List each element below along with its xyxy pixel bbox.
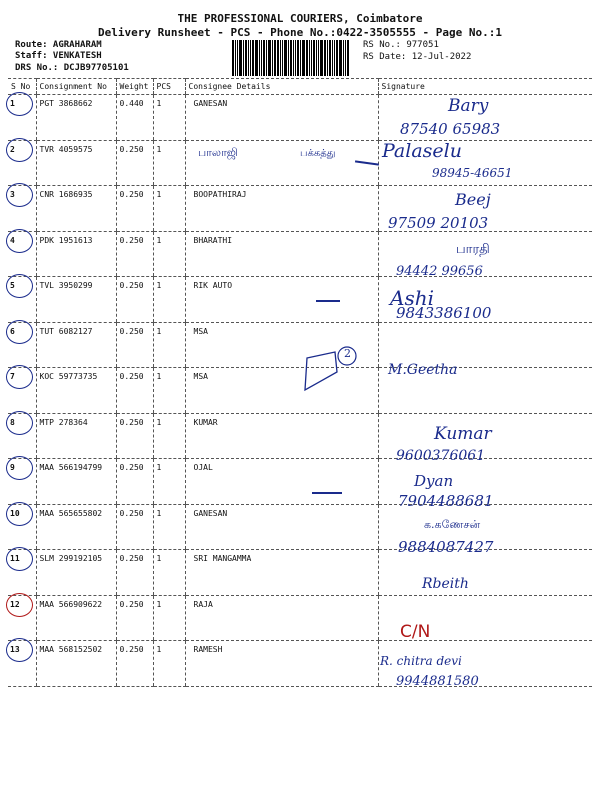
col-sno-header: S No <box>8 79 36 95</box>
signature-row-3: Beej <box>455 190 491 209</box>
signature-row-11: Rbeith <box>422 576 469 592</box>
pcs: 1 <box>153 641 185 687</box>
sno-cell <box>8 459 36 505</box>
sno-value: 3 <box>10 190 15 199</box>
sno-value: 8 <box>10 417 15 427</box>
weight: 0.250 <box>116 140 153 186</box>
consignment-no: KOC 59773735 <box>36 368 116 414</box>
consignee-details: RIK AUTO <box>185 277 378 323</box>
signature-row-5: Ashi <box>390 286 434 310</box>
sno-value: 6 <box>10 326 15 336</box>
dash-row-5 <box>316 300 340 302</box>
consignee-details: BOOPATHIRAJ <box>185 186 378 232</box>
dash-row-9 <box>312 492 342 494</box>
signature-row-2: Palaselu <box>382 140 462 162</box>
pcs: 1 <box>153 368 185 414</box>
weight: 0.250 <box>116 459 153 505</box>
sno-cell <box>8 95 36 141</box>
phone-row-8: 9600376061 <box>396 448 486 464</box>
rs-number: RS No.: 977051 <box>363 40 439 50</box>
signature-row-8: Kumar <box>434 424 492 444</box>
signature-cell <box>378 550 592 596</box>
phone-row-13: 9944881580 <box>396 674 479 689</box>
pcs: 1 <box>153 413 185 459</box>
mark-row-6: 2 <box>344 347 351 360</box>
consignee-details: MSA <box>185 368 378 414</box>
consignee-details: GANESAN <box>185 504 378 550</box>
table-row <box>8 277 592 323</box>
sno-value: 1 <box>10 99 15 108</box>
route-label: Route: AGRAHARAM <box>15 40 102 50</box>
weight: 0.250 <box>116 231 153 277</box>
signature-row-10: க.கணேசன் <box>424 518 481 531</box>
sno-cell <box>8 550 36 596</box>
pcs: 1 <box>153 550 185 596</box>
table-row <box>8 641 592 687</box>
rs-date: RS Date: 12-Jul-2022 <box>363 52 472 62</box>
pcs: 1 <box>153 595 185 641</box>
sno-value: 7 <box>10 372 15 381</box>
consignment-no: PDK 1951613 <box>36 231 116 277</box>
col-weight-header: Weight <box>116 79 153 95</box>
sno-value: 13 <box>10 645 20 654</box>
phone-row-10: 9884087427 <box>398 538 494 556</box>
sno-cell <box>8 231 36 277</box>
consignee-details: MSA <box>185 322 378 368</box>
weight: 0.250 <box>116 413 153 459</box>
table-row <box>8 95 592 141</box>
consignee-details: GANESAN <box>185 95 378 141</box>
sno-value: 9 <box>10 463 15 472</box>
sno-cell <box>8 641 36 687</box>
phone-row-5: 9843386100 <box>396 304 492 322</box>
consignment-no: MAA 566909622 <box>36 595 116 641</box>
phone-row-3: 97509 20103 <box>388 214 489 232</box>
consignment-no: MAA 565655802 <box>36 504 116 550</box>
consignment-no: MAA 566194799 <box>36 459 116 505</box>
signature-row-4: பாரதி <box>456 242 490 257</box>
note-row-2: பக்கத்து <box>300 148 336 159</box>
sno-cell <box>8 322 36 368</box>
weight: 0.250 <box>116 641 153 687</box>
phone-row-2: 98945-46651 <box>432 166 513 180</box>
sno-value: 4 <box>10 235 15 245</box>
sno-cell <box>8 504 36 550</box>
pcs: 1 <box>153 231 185 277</box>
table-row <box>8 459 592 505</box>
table-row <box>8 413 592 459</box>
signature-row-12: C/N <box>400 622 431 642</box>
table-row <box>8 231 592 277</box>
pcs: 1 <box>153 459 185 505</box>
consignee-details: SRI MANGAMMA <box>185 550 378 596</box>
weight: 0.250 <box>116 368 153 414</box>
sno-value: 5 <box>10 281 15 290</box>
consignee-handwritten-row-2: பாலாஜி <box>198 146 238 159</box>
consignment-no: TVR 4059575 <box>36 140 116 186</box>
consignee-details: BHARATHI <box>185 231 378 277</box>
pcs: 1 <box>153 277 185 323</box>
pcs: 1 <box>153 186 185 232</box>
pcs: 1 <box>153 322 185 368</box>
col-consignment-header: Consignment No <box>36 79 116 95</box>
name-row-13: R. chitra devi <box>380 654 462 668</box>
consignment-no: MAA 568152502 <box>36 641 116 687</box>
weight: 0.250 <box>116 186 153 232</box>
col-signature-header: Signature <box>378 79 592 95</box>
table-header-row <box>8 79 592 95</box>
staff-label: Staff: VENKATESH <box>15 51 102 61</box>
signature-row-1: Bary <box>448 96 489 116</box>
consignment-no: TVL 3950299 <box>36 277 116 323</box>
sno-cell <box>8 368 36 414</box>
consignment-no: SLM 299192105 <box>36 550 116 596</box>
sno-value: 11 <box>10 554 20 563</box>
sno-cell <box>8 186 36 232</box>
pcs: 1 <box>153 140 185 186</box>
col-pcs-header: PCS <box>153 79 185 95</box>
col-consignee-header: Consignee Details <box>185 79 378 95</box>
consignee-details: OJAL <box>185 459 378 505</box>
barcode <box>232 40 356 76</box>
table-row <box>8 595 592 641</box>
table-row <box>8 550 592 596</box>
consignment-no: MTP 278364 <box>36 413 116 459</box>
signature-row-7: M.Geetha <box>388 362 458 378</box>
sno-cell <box>8 140 36 186</box>
consignment-no: PGT 3868662 <box>36 95 116 141</box>
sno-cell <box>8 277 36 323</box>
sno-value: 2 <box>10 144 15 154</box>
consignee-details: RAJA <box>185 595 378 641</box>
weight: 0.440 <box>116 95 153 141</box>
pcs: 1 <box>153 504 185 550</box>
page-title: THE PROFESSIONAL COURIERS, Coimbatore <box>177 12 423 25</box>
drs-number: DRS No.: DCJB97705101 <box>15 63 129 73</box>
phone-row-4: 94442 99656 <box>396 264 483 279</box>
weight: 0.250 <box>116 550 153 596</box>
weight: 0.250 <box>116 595 153 641</box>
box-sketch-row-6 <box>295 338 365 398</box>
consignment-no: CNR 1686935 <box>36 186 116 232</box>
signature-row-9: Dyan <box>414 472 454 490</box>
consignee-details: KUMAR <box>185 413 378 459</box>
sno-value: 12 <box>10 599 20 609</box>
weight: 0.250 <box>116 322 153 368</box>
sno-value: 10 <box>10 508 20 518</box>
phone-row-1: 87540 65983 <box>400 120 501 138</box>
phone-row-9: 7904488681 <box>398 492 494 510</box>
signature-cell <box>378 322 592 368</box>
table-row <box>8 186 592 232</box>
pcs: 1 <box>153 95 185 141</box>
weight: 0.250 <box>116 277 153 323</box>
weight: 0.250 <box>116 504 153 550</box>
sno-cell <box>8 413 36 459</box>
table-row <box>8 504 592 550</box>
page-subtitle: Delivery Runsheet - PCS - Phone No.:0422-3505555 - Page No.:1 <box>98 26 502 39</box>
consignee-details: RAMESH <box>185 641 378 687</box>
consignment-no: TUT 6082127 <box>36 322 116 368</box>
sno-cell <box>8 595 36 641</box>
